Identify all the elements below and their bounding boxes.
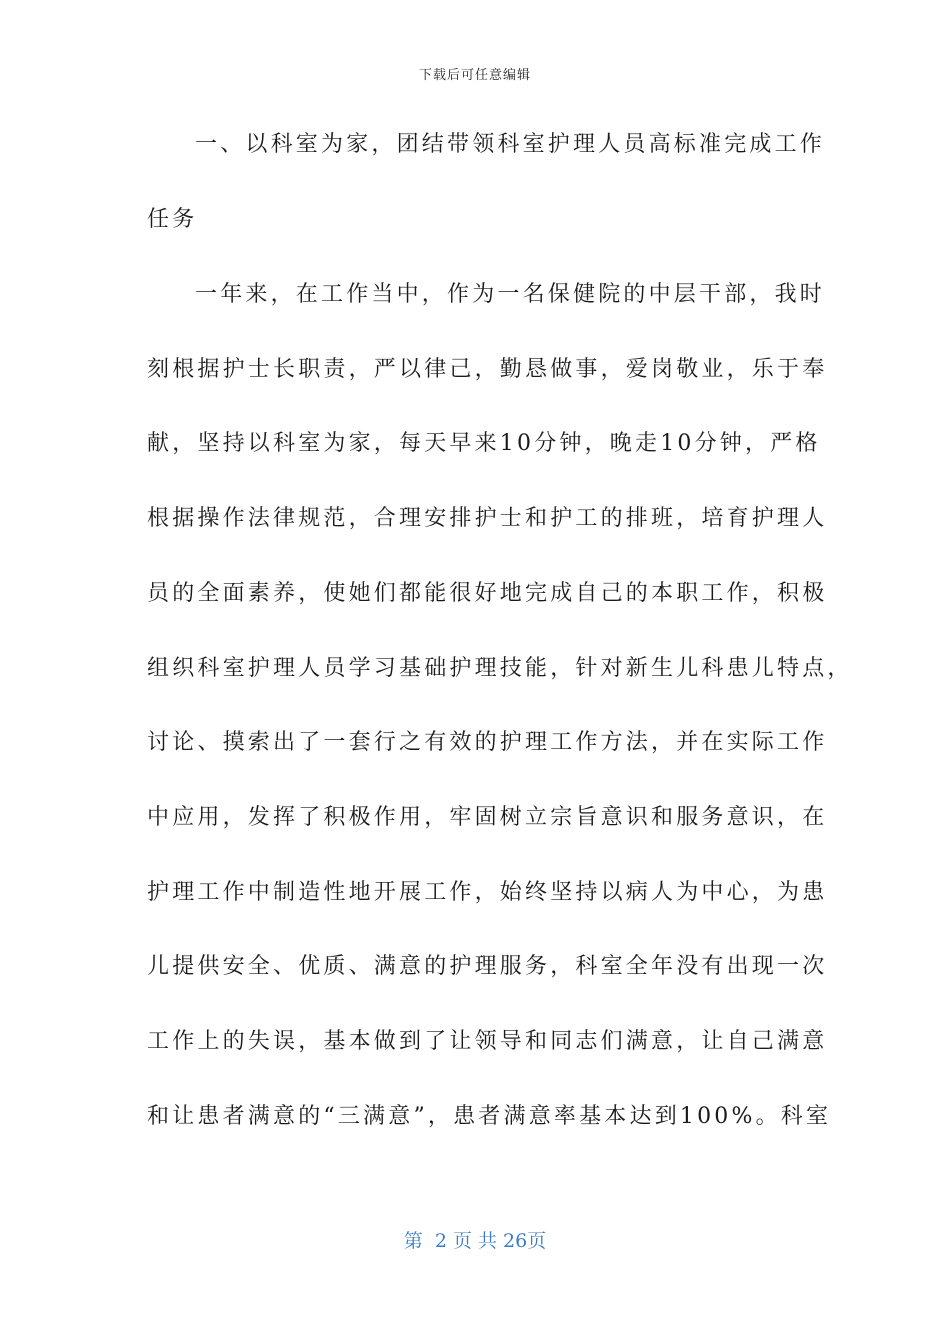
paragraph-line-7: 讨论、摸索出了一套行之有效的护理工作方法，并在实际工作 [147,730,828,755]
paragraph-line-4: 根据操作法律规范，合理安排护士和护工的排班，培育护理人 [147,506,828,531]
paragraph-line-10: 儿提供安全、优质、满意的护理服务，科室全年没有出现一次 [147,954,828,979]
paragraph-line-6: 组织科室护理人员学习基础护理技能，针对新生儿科患儿特点， [147,656,853,681]
paragraph-line-8: 中应用，发挥了积极作用，牢固树立宗旨意识和服务意识，在 [147,805,828,830]
heading-line-1: 一、以科室为家，团结带领科室护理人员高标准完成工作 [195,132,826,157]
page-number-footer: 第 2 页 共 26页 [403,1230,547,1252]
heading-line-2: 任务 [147,207,198,232]
paragraph-line-2: 刻根据护士长职责，严以律己，勤恳做事，爱岗敬业，乐于奉 [147,357,828,382]
paragraph-line-12: 和让患者满意的“三满意”，患者满意率基本达到100%。科室 [147,1104,832,1129]
paragraph-line-3: 献，坚持以科室为家，每天早来10分钟，晚走10分钟，严格 [147,431,821,456]
paragraph-line-5: 员的全面素养，使她们都能很好地完成自己的本职工作，积极 [147,581,828,606]
paragraph-line-11: 工作上的失误，基本做到了让领导和同志们满意，让自己满意 [147,1029,828,1054]
paragraph-line-1: 一年来，在工作当中，作为一名保健院的中层干部，我时 [195,282,826,307]
page-header: 下载后可任意编辑 [418,68,531,83]
paragraph-line-9: 护理工作中制造性地开展工作，始终坚持以病人为中心，为患 [147,880,828,905]
